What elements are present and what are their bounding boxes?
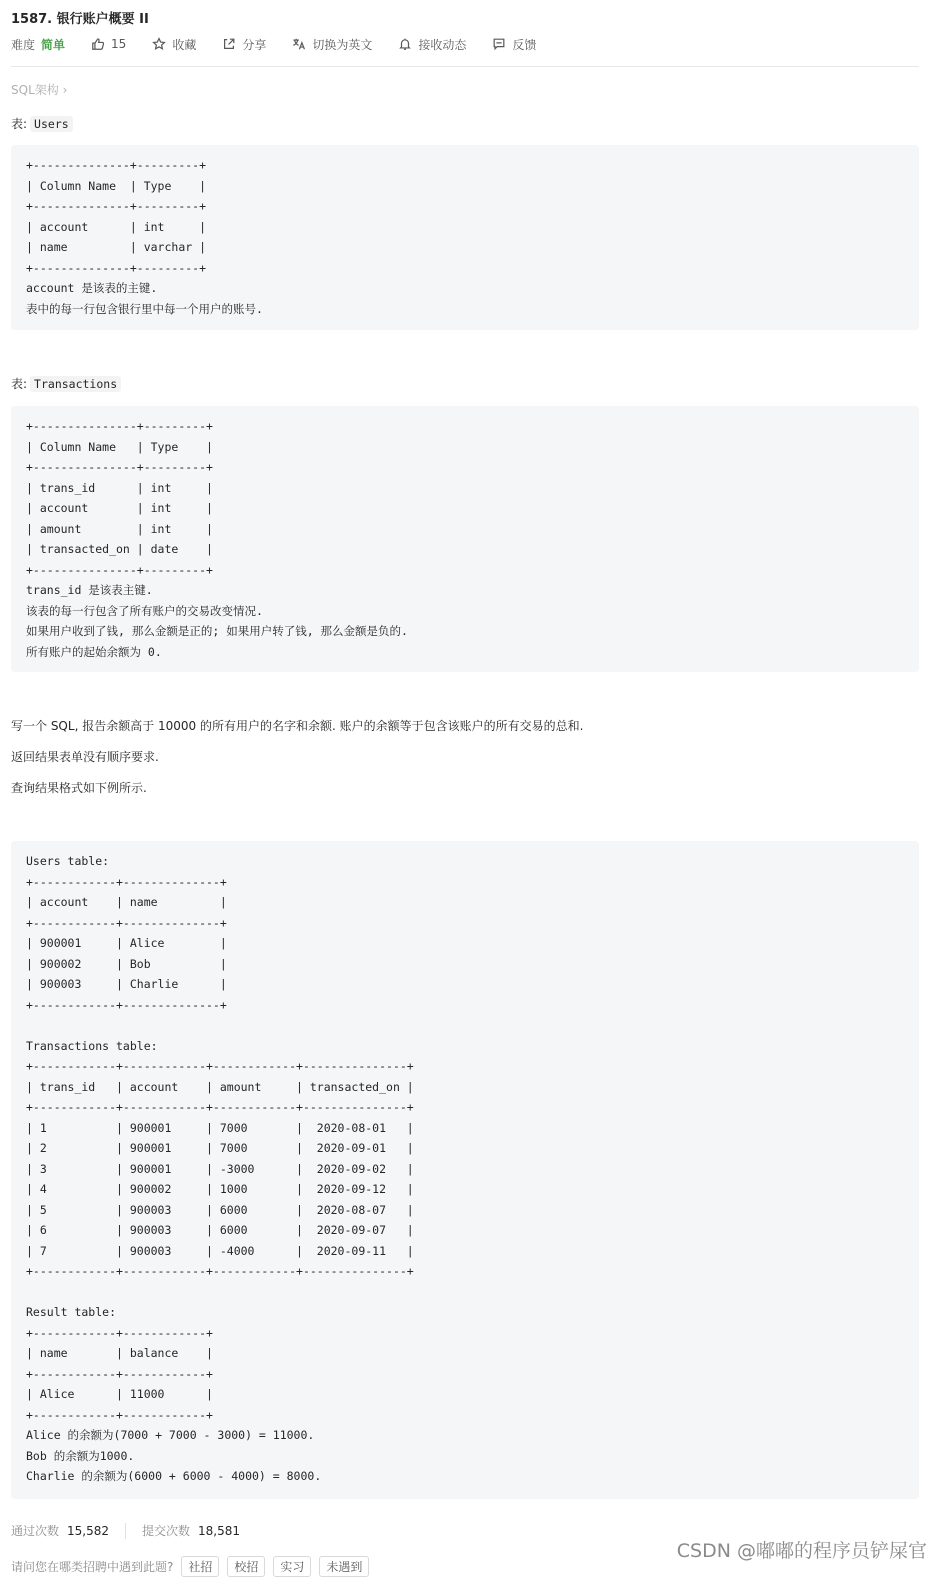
translate-icon xyxy=(292,37,306,51)
submitted-value: 18,581 xyxy=(198,1523,241,1538)
thumbs-up-icon xyxy=(91,37,105,51)
description-paragraph: 写一个 SQL, 报告余额高于 10000 的所有用户的名字和余额. 账户的余额等于包含该账户的所有交易的总和. xyxy=(11,719,584,733)
tag-campus-recruit[interactable]: 校招 xyxy=(227,1556,265,1577)
csdn-watermark: CSDN @嘟嘟的程序员铲屎官 xyxy=(676,1540,927,1562)
transactions-table-heading xyxy=(11,375,121,392)
feedback-label: 反馈 xyxy=(512,37,537,52)
submitted-label: 提交次数 xyxy=(142,1524,191,1538)
interview-survey xyxy=(11,1556,369,1577)
favorite-button[interactable] xyxy=(152,36,196,53)
favorite-label: 收藏 xyxy=(172,37,197,52)
accepted-label: 通过次数 xyxy=(11,1524,60,1538)
breadcrumb-sql-schema[interactable]: SQL架构 › xyxy=(11,83,68,97)
switch-language-label: 切换为英文 xyxy=(312,37,373,52)
share-icon xyxy=(222,37,236,51)
accepted-value: 15,582 xyxy=(67,1523,110,1538)
survey-question: 请问您在哪类招聘中遇到此题? xyxy=(11,1560,174,1574)
stats-divider xyxy=(125,1523,126,1539)
switch-language-button[interactable] xyxy=(292,36,372,53)
ordering-note: 返回结果表单没有顺序要求. xyxy=(11,750,159,764)
tag-not-encountered[interactable]: 未遇到 xyxy=(319,1556,369,1577)
tag-internship[interactable]: 实习 xyxy=(273,1556,311,1577)
problem-title: 1587. 银行账户概要 II xyxy=(11,12,149,27)
transactions-schema-block: +---------------+---------+ | Column Name | Type | +---------------+---------+ | trans_id | int | | account | int | | amount | int | | transacted_on | date | +---------------+---------+ trans_id 是该表主键. 该表的每一行包含了所有账户的交易改变情况. 如果用户收到了钱, 那么金额是正的; 如果用户转了钱, 那么金额是负的. 所有账户的起始余额为 0. xyxy=(11,406,919,672)
users-table-label: 表: xyxy=(11,117,28,131)
transactions-table-label: 表: xyxy=(11,377,28,391)
star-icon xyxy=(152,37,166,51)
subscribe-label: 接收动态 xyxy=(418,37,467,52)
format-note: 查询结果格式如下例所示. xyxy=(11,781,147,795)
feedback-icon xyxy=(492,37,506,51)
difficulty-value: 简单 xyxy=(41,37,66,52)
share-button[interactable] xyxy=(222,36,266,53)
users-table-heading xyxy=(11,115,73,132)
feedback-button[interactable] xyxy=(492,36,536,53)
like-count: 15 xyxy=(111,37,127,51)
users-table-name: Users xyxy=(30,116,73,132)
problem-meta-bar xyxy=(11,35,562,53)
tag-social-recruit[interactable]: 社招 xyxy=(181,1556,219,1577)
header-divider xyxy=(11,66,919,67)
subscribe-button[interactable] xyxy=(398,36,466,53)
difficulty-label: 难度 xyxy=(11,37,36,52)
share-label: 分享 xyxy=(242,37,267,52)
users-schema-block: +--------------+---------+ | Column Name | Type | +--------------+---------+ | account | int | | name | varchar | +--------------+---------+ account 是该表的主键. 表中的每一行包含银行里中每一个用户的账号. xyxy=(11,145,919,330)
bell-icon xyxy=(398,37,412,51)
like-button[interactable] xyxy=(91,37,126,51)
submission-stats xyxy=(11,1522,240,1539)
transactions-table-name: Transactions xyxy=(30,376,121,392)
example-block: Users table: +------------+--------------+ | account | name | +------------+--------------+ | 900001 | Alice | | 900002 | Bob | | 900003 | Charlie | +------------+--------------+ Transactions table: +------------+------------+------------+---------------+ | trans_id | account | amount | transacted_on | +------------+------------+------------+---------------+ | 1 | 900001 | 7000 | 2020-08-01 | | 2 | 900001 | 7000 | 2020-09-01 | | 3 | 900001 | -3000 | 2020-09-02 | | 4 | 900002 | 1000 | 2020-09-12 | | 5 | 900003 | 6000 | 2020-08-07 | | 6 | 900003 | 6000 | 2020-09-07 | | 7 | 900003 | -4000 | 2020-09-11 | +------------+------------+------------+---------------+ Result table: +------------+------------+ | name | balance | +------------+------------+ | Alice | 11000 | +------------+------------+ Alice 的余额为(7000 + 7000 - 3000) = 11000. Bob 的余额为1000. Charlie 的余额为(6000 + 6000 - 4000) = 8000. xyxy=(11,841,919,1499)
